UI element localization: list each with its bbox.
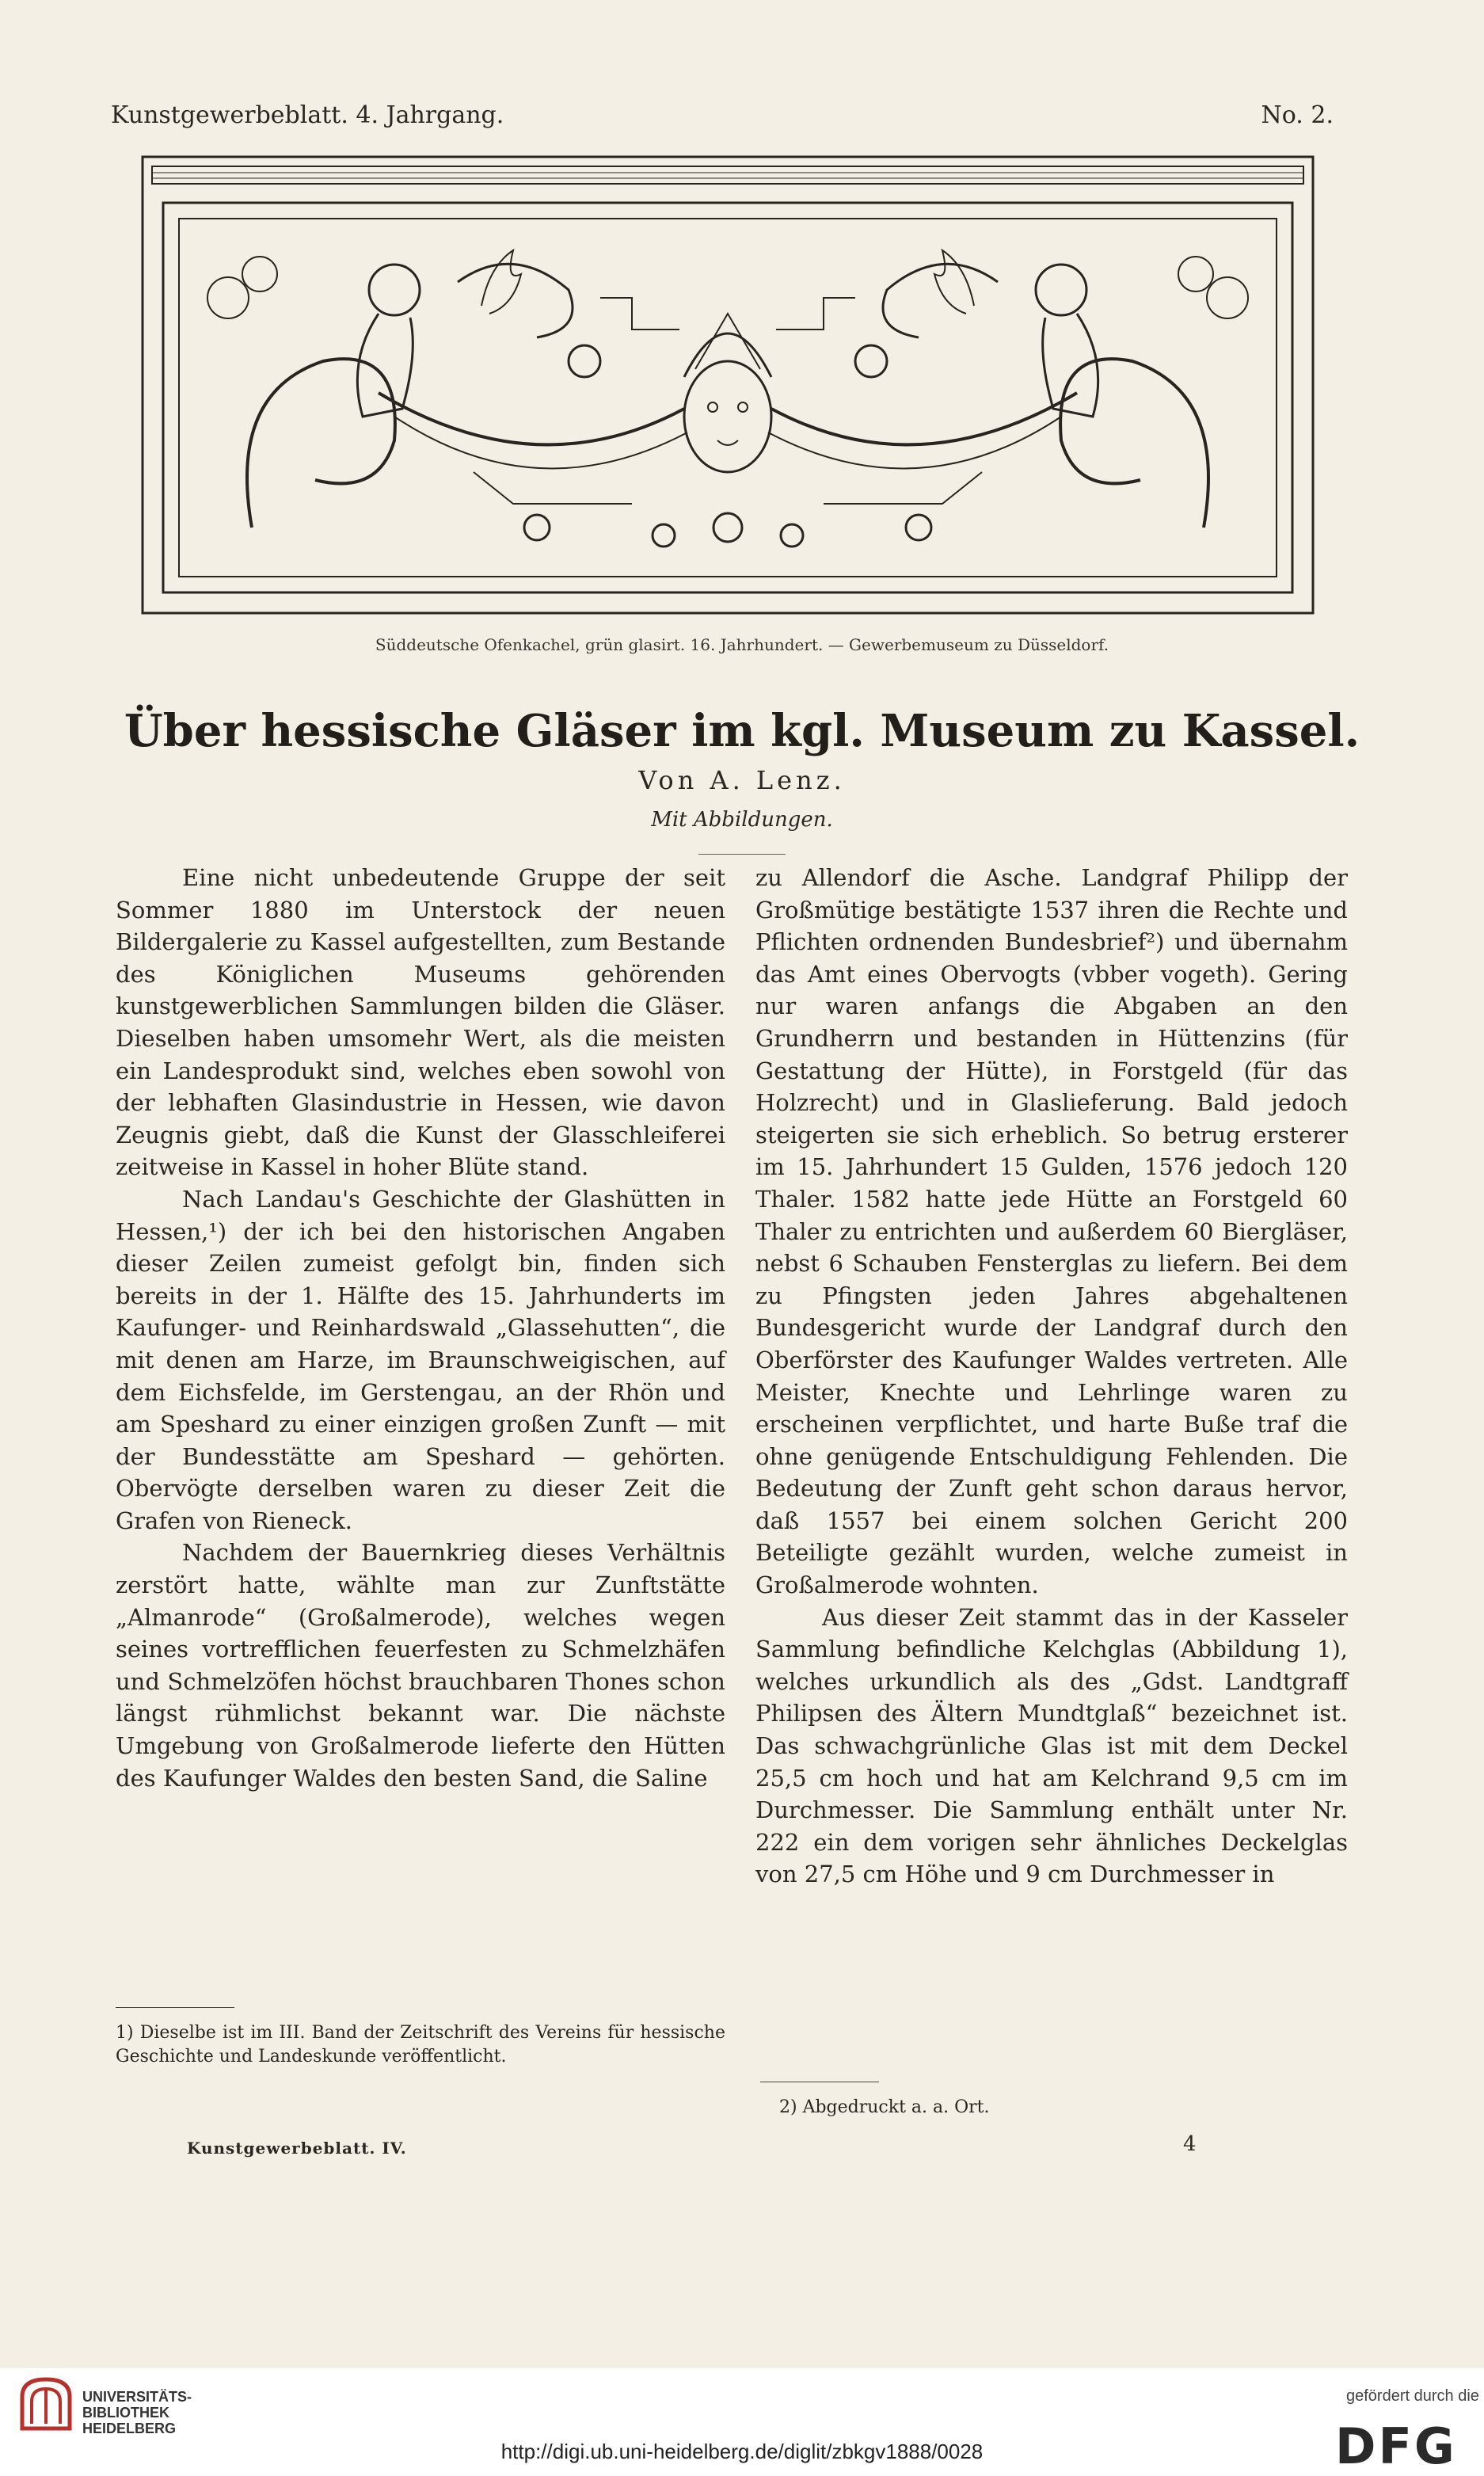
title-divider bbox=[698, 854, 786, 855]
article-title: Über hessische Gläser im kgl. Museum zu Kassel. bbox=[124, 705, 1360, 757]
university-library-name: UNIVERSITÄTS- BIBLIOTHEK HEIDELBERG bbox=[82, 2389, 192, 2436]
running-header-number: No. 2. bbox=[1261, 101, 1334, 129]
footnote-rule bbox=[116, 2007, 234, 2008]
permalink-url[interactable]: http://digi.ub.uni-heidelberg.de/diglit/zbkgv1888/0028 bbox=[500, 2440, 984, 2463]
sheet-number: 4 bbox=[1183, 2132, 1197, 2156]
running-header-title: Kunstgewerbeblatt. 4. Jahrgang. bbox=[111, 101, 504, 129]
paragraph: Aus dieser Zeit stammt das in der Kasseler Sammlung befindliche Kelchglas (Abbildung 1), welches urkundlich als des „Gdst. Landtgraff Philipsen des Ältern Mundtglaß“ bezeichnet ist. Das schwachgrünliche Glas ist mit dem Deckel 25,5 cm hoch und hat am Kelchrand 9,5 cm im Durchmesser. Die Sammlung enthält unter Nr. 222 ein dem vorigen sehr ähnliches Deckelglas von 27,5 cm Höhe und 9 cm Durchmesser in bbox=[755, 1603, 1348, 1888]
printer-signature: Kunstgewerbeblatt. IV. bbox=[187, 2139, 407, 2158]
figure-caption: Süddeutsche Ofenkachel, grün glasirt. 16. Jahrhundert. — Gewerbemuseum zu Düsseldorf. bbox=[375, 635, 1109, 654]
university-library-logo-icon bbox=[16, 2373, 76, 2433]
sponsor-note: gefördert durch die bbox=[1346, 2387, 1479, 2405]
text-column-right bbox=[755, 862, 1348, 1891]
paragraph: zu Allendorf die Asche. Landgraf Philipp der Großmütige bestätigte 1537 ihren die Rechte und Pflichten ordnenden Bundesbrief²) und übernahm das Amt eines Obervogts (vbber vogeth). Gering nur waren anfangs die Abgaben an den Grundherrn und bestanden in Hüttenzins (für Gestattung der Hütte), in Forstgeld (für das Holzrecht) und in Glaslieferung. Bald jedoch steigerten sie sich erheblich. So betrug ersterer im 15. Jahrhundert 15 Gulden, 1576 jedoch 120 Thaler. 1582 hatte jede Hütte an Forstgeld 60 Thaler zu entrichten und außerdem 60 Biergläser, nebst 6 Schauben Fensterglas zu liefern. Bei dem zu Pfingsten jeden Jahres abgehaltenen Bundesgericht wurde der Landgraf durch den Oberförster des Kaufunger Waldes vertreten. Alle Meister, Knechte und Lehrlinge waren zu erscheinen verpflichtet, und harte Buße traf die ohne genügende Entschuldigung Fehlenden. Die Bedeutung der Zunft geht schon daraus hervor, daß 1557 bei einem solchen Gericht 200 Beteiligte gezählt wurden, welche zumeist in Großalmerode wohnten. bbox=[755, 864, 1348, 1599]
article-author: Von A. Lenz. bbox=[638, 765, 846, 795]
footnote-1: 1) Dieselbe ist im III. Band der Zeitschrift des Vereins für hessische Geschichte und Landeskunde veröffentlicht. bbox=[116, 2023, 725, 2067]
article-subtitle: Mit Abbildungen. bbox=[651, 808, 833, 832]
stove-tile-illustration bbox=[141, 155, 1315, 615]
paragraph: Eine nicht unbedeutende Gruppe der seit Sommer 1880 im Unterstock der neuen Bildergalerie zu Kassel aufgestellten, zum Bestande des Königlichen Museums gehörenden kunstgewerblichen Sammlungen bilden die Gläser. Dieselben haben umsomehr Wert, als die meisten ein Landesprodukt sind, welches eben sowohl von der lebhaften Glasindustrie in Hessen, wie davon Zeugnis giebt, daß die Kunst der Glasschleiferei zeitweise in Kassel in hoher Blüte stand. bbox=[116, 864, 725, 1181]
paragraph: Nachdem der Bauernkrieg dieses Verhältnis zerstört hatte, wählte man zur Zunftstätte „Almanrode“ (Großalmerode), welches wegen seines vortrefflichen feuerfesten zu Schmelzhäfen und Schmelzöfen höchst brauchbaren Thones schon längst rühmlichst bekannt war. Die nächste Umgebung von Großalmerode lieferte den Hütten des Kaufunger Waldes den besten Sand, die Saline bbox=[116, 1539, 725, 1792]
dfg-logo: DFG bbox=[1335, 2417, 1457, 2475]
text-column-left bbox=[116, 862, 725, 1794]
footnote-2: 2) Abgedruckt a. a. Ort. bbox=[779, 2097, 990, 2117]
paragraph: Nach Landau's Geschichte der Glashütten in Hessen,¹) der ich bei den historischen Angaben dieser Zeilen zumeist gefolgt bin, finden sich bereits in der 1. Hälfte des 15. Jahrhunderts im Kaufunger- und Reinhardswald „Glassehutten“, die mit denen am Harze, im Braunschweigischen, auf dem Eichsfelde, im Gerstengau, an der Rhön und am Speshard zu einer einzigen großen Zunft — mit der Bundesstätte am Speshard — gehörten. Obervögte derselben waren zu dieser Zeit die Grafen von Rieneck. bbox=[116, 1185, 725, 1534]
